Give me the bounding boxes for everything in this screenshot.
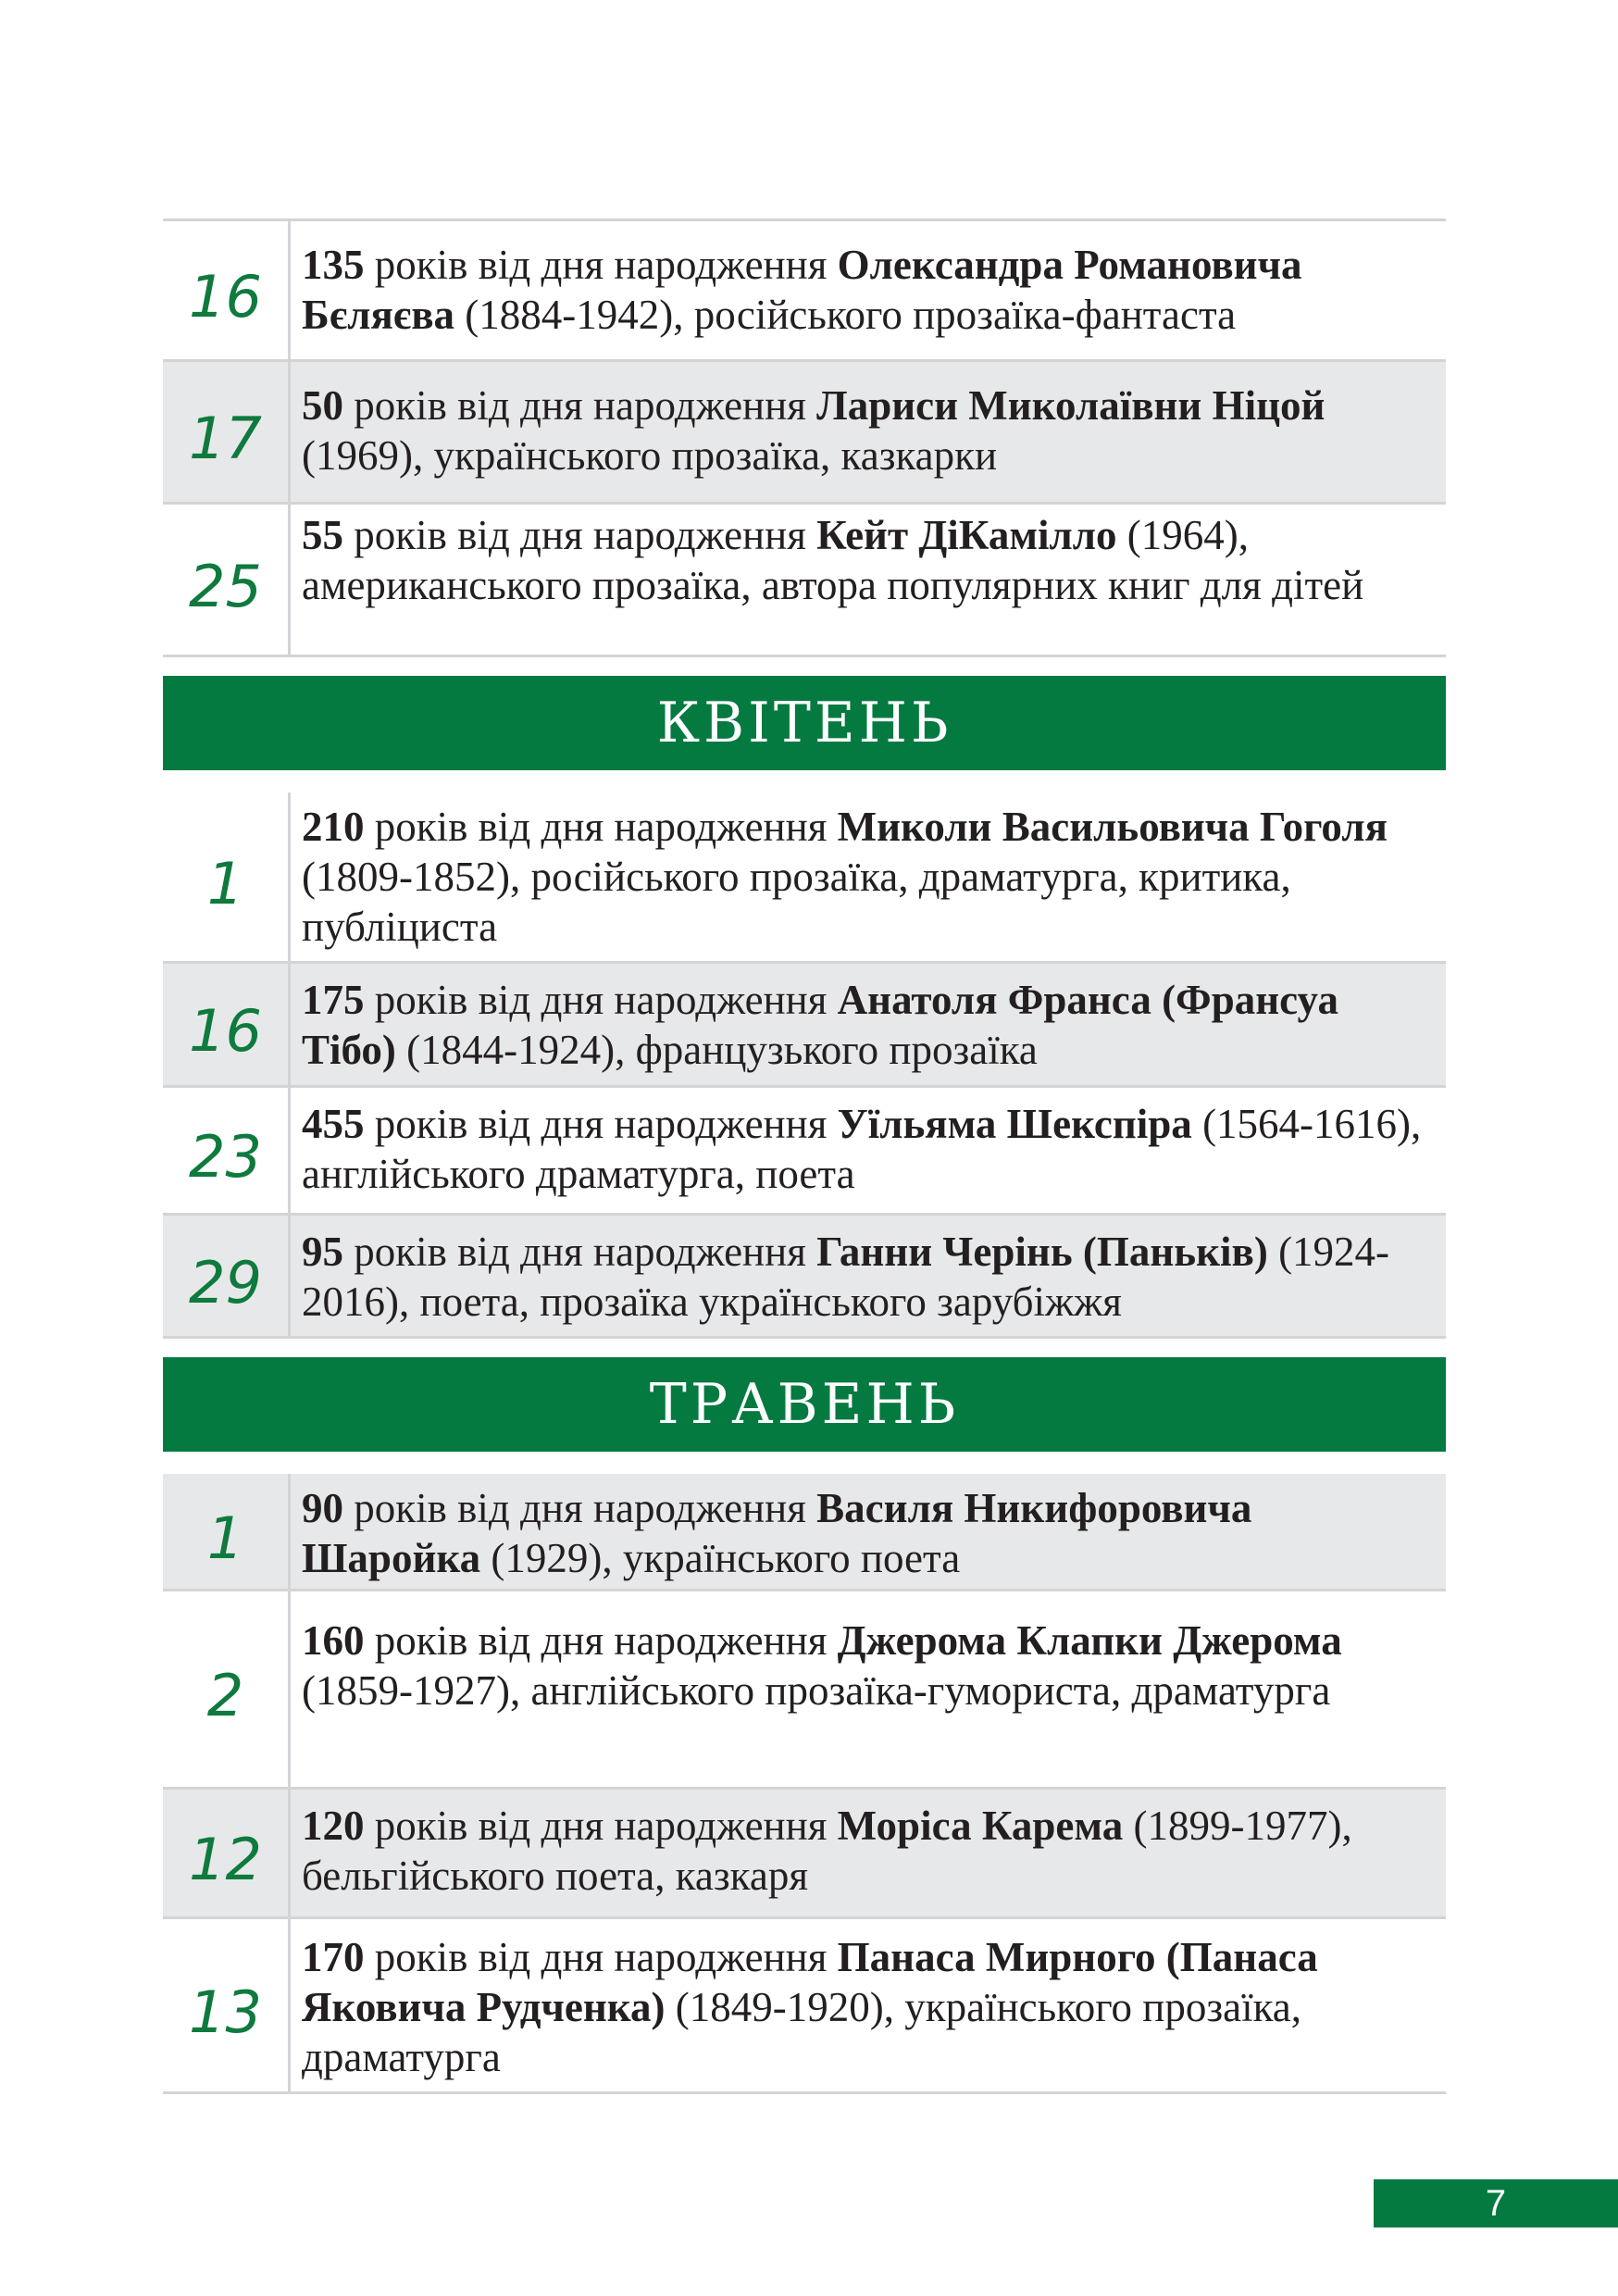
day-number: 17 [163, 362, 291, 502]
entry-details: (1884-1942), російського прозаїка-фантаста [454, 292, 1237, 338]
years-count: 135 [302, 242, 365, 288]
entry-details: (1849-1920), українського прозаїка, драматурга [302, 1984, 1302, 2080]
person-name: Лариси Миколаївни Ніцой [816, 382, 1326, 429]
entry-text [291, 1088, 1446, 1213]
entry-details: (1969), українського прозаїка, казкарки [302, 432, 998, 479]
day-number: 1 [163, 1474, 291, 1589]
entry-phrase: років від дня народження [364, 1934, 838, 1980]
entry-text [291, 1591, 1446, 1787]
month-header: КВІТЕНЬ [163, 676, 1446, 770]
table-row [163, 1085, 1446, 1213]
entry-text [291, 792, 1446, 961]
entry-text [291, 964, 1446, 1085]
years-count: 175 [302, 977, 365, 1023]
table-row [163, 359, 1446, 502]
person-name: Ганни Черінь (Паньків) [816, 1229, 1268, 1275]
table-row [163, 1589, 1446, 1787]
years-count: 55 [302, 512, 343, 558]
entry-details: (1929), українського поета [480, 1535, 961, 1581]
table-row [163, 792, 1446, 961]
person-name: Джерома Клапки Джерома [837, 1617, 1342, 1664]
years-count: 210 [302, 804, 365, 850]
entry-details: (1899-1977), бельгійського поета, казкаря [302, 1803, 1352, 1899]
person-name: Панаса Мирного (Панаса Яковича Рудченка) [302, 1934, 1318, 2030]
day-number: 23 [163, 1088, 291, 1213]
entry-details: (1844-1924), французького прозаїка [395, 1027, 1038, 1073]
entry-details: (1564-1616), англійського драматурга, поета [302, 1101, 1422, 1197]
table-row [163, 961, 1446, 1085]
entry-text [291, 362, 1446, 502]
table-row [163, 218, 1446, 359]
month-header: ТРАВЕНЬ [163, 1357, 1446, 1452]
entry-phrase: років від дня народження [364, 242, 838, 288]
day-number: 16 [163, 221, 291, 359]
day-number: 25 [163, 505, 291, 655]
person-name: Миколи Васильовича Гоголя [837, 804, 1388, 850]
table-row [163, 1474, 1446, 1589]
years-count: 160 [302, 1617, 365, 1664]
entry-phrase: років від дня народження [343, 1229, 817, 1275]
entry-text [291, 221, 1446, 359]
day-number: 12 [163, 1790, 291, 1916]
years-count: 455 [302, 1101, 365, 1147]
day-number: 13 [163, 1919, 291, 2091]
entry-phrase: років від дня народження [343, 1485, 817, 1531]
day-number: 1 [163, 792, 291, 961]
person-name: Анатоля Франса (Франсуа Тібо) [302, 977, 1338, 1073]
table-row [163, 1916, 1446, 2094]
table-row [163, 1213, 1446, 1339]
person-name: Моріса Карема [837, 1803, 1124, 1849]
years-count: 95 [302, 1229, 343, 1275]
person-name: Уїльяма Шекспіра [837, 1101, 1192, 1147]
person-name: Василя Никифоровича Шаройка [302, 1485, 1252, 1581]
entry-phrase: років від дня народження [343, 382, 817, 429]
years-count: 120 [302, 1803, 365, 1849]
day-number: 16 [163, 964, 291, 1085]
entry-phrase: років від дня народження [364, 977, 838, 1023]
entry-details: (1924-2016), поета, прозаїка українського зарубіжжя [302, 1229, 1390, 1325]
entry-phrase: років від дня народження [364, 1803, 838, 1849]
person-name: Кейт ДіКамілло [816, 512, 1117, 558]
years-count: 50 [302, 382, 343, 429]
calendar-table [163, 218, 1446, 2094]
entry-text [291, 1216, 1446, 1336]
entry-text [291, 1790, 1446, 1916]
years-count: 170 [302, 1934, 365, 1980]
entry-phrase: років від дня народження [343, 512, 817, 558]
entry-details: (1809-1852), російського прозаїка, драматурга, критика, публіциста [302, 854, 1291, 950]
page-number: 7 [1374, 2179, 1618, 2227]
day-number: 29 [163, 1216, 291, 1336]
entry-text [291, 1474, 1446, 1589]
day-number: 2 [163, 1591, 291, 1787]
table-row [163, 502, 1446, 657]
entry-details: (1964), американського прозаїка, автора популярних книг для дітей [302, 512, 1364, 608]
table-row [163, 1787, 1446, 1916]
entry-phrase: років від дня народження [364, 1101, 838, 1147]
entry-phrase: років від дня народження [364, 804, 838, 850]
entry-phrase: років від дня народження [364, 1617, 838, 1664]
entry-text [291, 505, 1446, 655]
entry-text [291, 1919, 1446, 2091]
years-count: 90 [302, 1485, 343, 1531]
person-name: Олександра Романовича Бєляєва [302, 242, 1302, 338]
entry-details: (1859-1927), англійського прозаїка-гумориста, драматурга [302, 1667, 1331, 1714]
